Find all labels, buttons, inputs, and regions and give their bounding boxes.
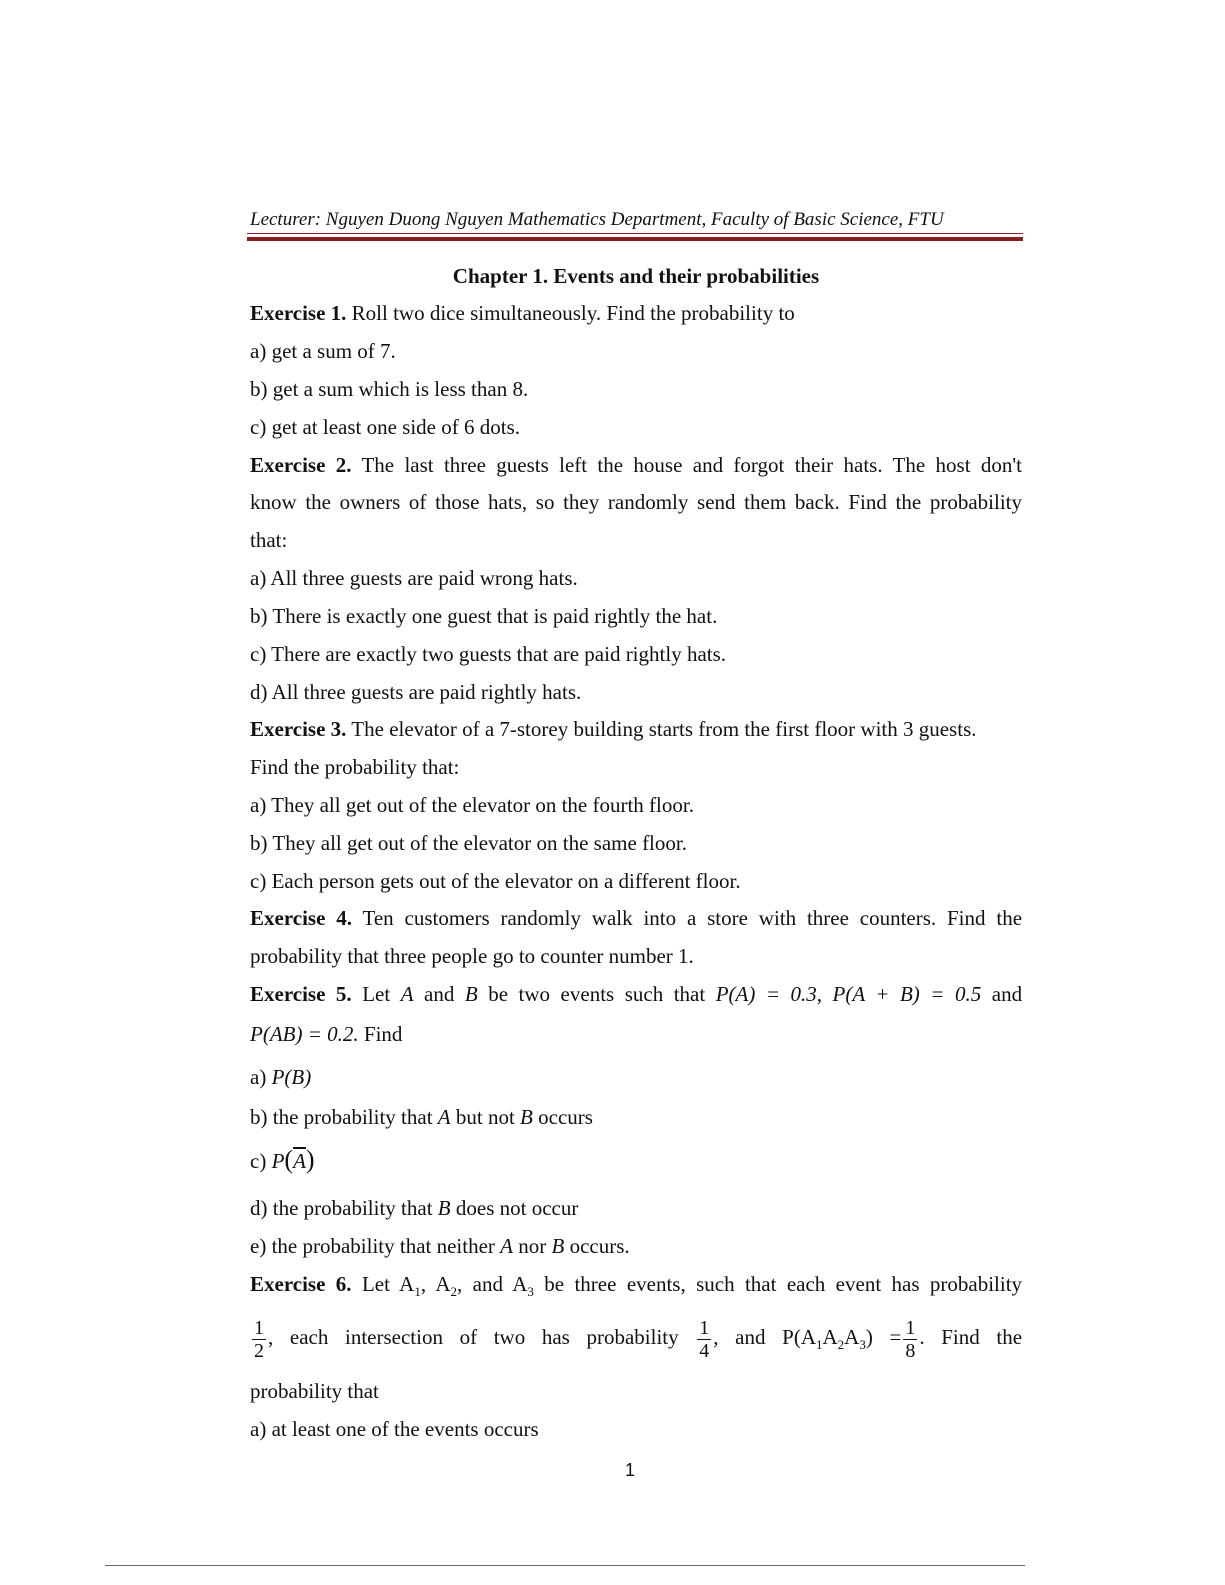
exercise-5-and: and xyxy=(424,982,455,1006)
item-e-middle: nor xyxy=(518,1234,547,1258)
exercise-2-item-c: c) There are exactly two guests that are paid rightly hats. xyxy=(250,642,727,666)
exercise-5-and-2: and xyxy=(991,982,1023,1006)
event-a: A xyxy=(400,982,414,1006)
exercise-2-line-1 xyxy=(250,452,1022,478)
item-e-event-a: A xyxy=(500,1234,513,1258)
exercise-4-text-1: Ten customers randomly walk into a store with three counters. Find the xyxy=(362,906,1023,930)
item-b-event-b: B xyxy=(520,1105,533,1129)
exercise-5-line-2 xyxy=(250,1021,1022,1047)
event-a2: $A_2$, xyxy=(435,1272,463,1300)
item-b-middle: but not xyxy=(455,1105,515,1129)
paren-close: ) xyxy=(305,1145,315,1174)
item-b-prefix: b) the probability that xyxy=(250,1105,433,1129)
item-e-prefix: e) the probability that neither xyxy=(250,1234,495,1258)
exercise-6-line-2 xyxy=(250,1312,1022,1362)
item-b-event-a: A xyxy=(437,1105,451,1129)
exercise-2-line-2: know the owners of those hats, so they randomly send them back. Find the probability xyxy=(250,490,1022,514)
exercise-5-item-d xyxy=(250,1195,1022,1221)
exercise-6-label: Exercise 6. xyxy=(250,1272,352,1296)
exercise-3-label: Exercise 3. xyxy=(250,717,347,741)
exercise-5-item-c xyxy=(250,1147,1022,1174)
exercise-5-condition: P(A) = 0.3, P(A + B) = 0.5 xyxy=(715,982,982,1006)
event-a3: $A_3$ xyxy=(512,1272,534,1300)
exercise-6-line-1 xyxy=(250,1271,1022,1305)
header-rule-thick xyxy=(247,237,1023,241)
exercise-2-item-a: a) All three guests are paid wrong hats. xyxy=(250,566,578,590)
exercise-6-find: Find the xyxy=(941,1325,1023,1349)
exercise-6-and-2: and xyxy=(735,1325,766,1349)
exercise-3-line-1 xyxy=(250,716,1022,742)
item-b-suffix: occurs xyxy=(538,1105,593,1129)
fraction-one-half: $\frac{1}{2}$ , xyxy=(254,1316,274,1362)
exercise-1-text: Roll two dice simultaneously. Find the probability to xyxy=(351,301,795,325)
item-e-event-b: B xyxy=(551,1234,565,1258)
chapter-title: Chapter 1. Events and their probabilities xyxy=(452,264,820,288)
exercise-6-text-1: be three events, such that each event has probability xyxy=(544,1272,1023,1296)
exercise-5-line-1 xyxy=(250,981,1022,1007)
fraction-one-quarter: $\frac{1}{4}$ , xyxy=(699,1316,719,1362)
exercise-5-let: Let xyxy=(362,982,391,1006)
exercise-3-item-c: c) Each person gets out of the elevator on a different floor. xyxy=(250,869,741,893)
item-e-suffix: occurs. xyxy=(569,1234,630,1258)
page-bottom-rule xyxy=(105,1565,1025,1566)
item-c-p: P xyxy=(271,1149,285,1173)
exercise-4-label: Exercise 4. xyxy=(250,906,353,930)
exercise-5-condition-2: P(AB) = 0.2. xyxy=(250,1022,359,1046)
page-header: Lecturer: Nguyen Duong Nguyen Mathematics Department, Faculty of Basic Science, FTU xyxy=(250,209,944,230)
exercise-2-item-d: d) All three guests are paid rightly hats. xyxy=(250,680,582,704)
item-d-prefix: d) the probability that xyxy=(250,1196,433,1220)
exercise-3-line-2: Find the probability that: xyxy=(250,755,460,779)
complement-a: $\overline{A}$ xyxy=(293,1149,306,1173)
exercise-4-line-2: probability that three people go to counter number 1. xyxy=(250,944,694,968)
event-a1: $A_1$, xyxy=(399,1272,427,1300)
header-rule-thin xyxy=(247,233,1023,234)
exercise-3-item-a: a) They all get out of the elevator on the fourth floor. xyxy=(250,793,694,817)
exercise-1-label: Exercise 1. xyxy=(250,301,347,325)
item-c-prefix: c) xyxy=(250,1149,267,1173)
page-number: 1 xyxy=(624,1460,635,1480)
exercise-1-item-b: b) get a sum which is less than 8. xyxy=(250,377,529,401)
joint-probability: $P(A_1A_2A_3)$ = $\frac{1}{8}$ . xyxy=(782,1316,925,1362)
exercise-3-text-1: The elevator of a 7-storey building starts from the first floor with 3 guests. xyxy=(351,717,977,741)
exercise-6-and: and xyxy=(472,1272,503,1296)
item-a-prefix: a) xyxy=(250,1065,267,1089)
item-a-math: P(B) xyxy=(271,1065,312,1089)
exercise-5-item-a xyxy=(250,1064,1022,1090)
exercise-2-text-1: The last three guests left the house and forgot their hats. The host don't xyxy=(361,453,1022,477)
exercise-5-find: Find xyxy=(363,1022,403,1046)
exercise-5-be: be two events such that xyxy=(488,982,706,1006)
item-d-event-b: B xyxy=(437,1196,451,1220)
exercise-5-item-e xyxy=(250,1233,1022,1259)
exercise-6-let: Let xyxy=(361,1272,390,1296)
exercise-6-item-a: a) at least one of the events occurs xyxy=(250,1417,539,1441)
item-d-suffix: does not occur xyxy=(455,1196,579,1220)
exercise-2-line-3: that: xyxy=(250,528,288,552)
exercise-5-label: Exercise 5. xyxy=(250,982,352,1006)
event-b: B xyxy=(464,982,478,1006)
exercise-6-text-2: each intersection of two has probability xyxy=(289,1325,679,1349)
exercise-3-item-b: b) They all get out of the elevator on the same floor. xyxy=(250,831,687,855)
exercise-5-item-b xyxy=(250,1104,1022,1130)
exercise-1-item-c: c) get at least one side of 6 dots. xyxy=(250,415,521,439)
exercise-1-item-a: a) get a sum of 7. xyxy=(250,339,396,363)
exercise-2-item-b: b) There is exactly one guest that is paid rightly the hat. xyxy=(250,604,718,628)
exercise-6-line-3: probability that xyxy=(250,1379,379,1403)
exercise-4-line-1 xyxy=(250,905,1022,931)
paren-open: ( xyxy=(284,1145,294,1174)
exercise-2-label: Exercise 2. xyxy=(250,453,352,477)
exercise-1-intro xyxy=(250,300,1022,326)
